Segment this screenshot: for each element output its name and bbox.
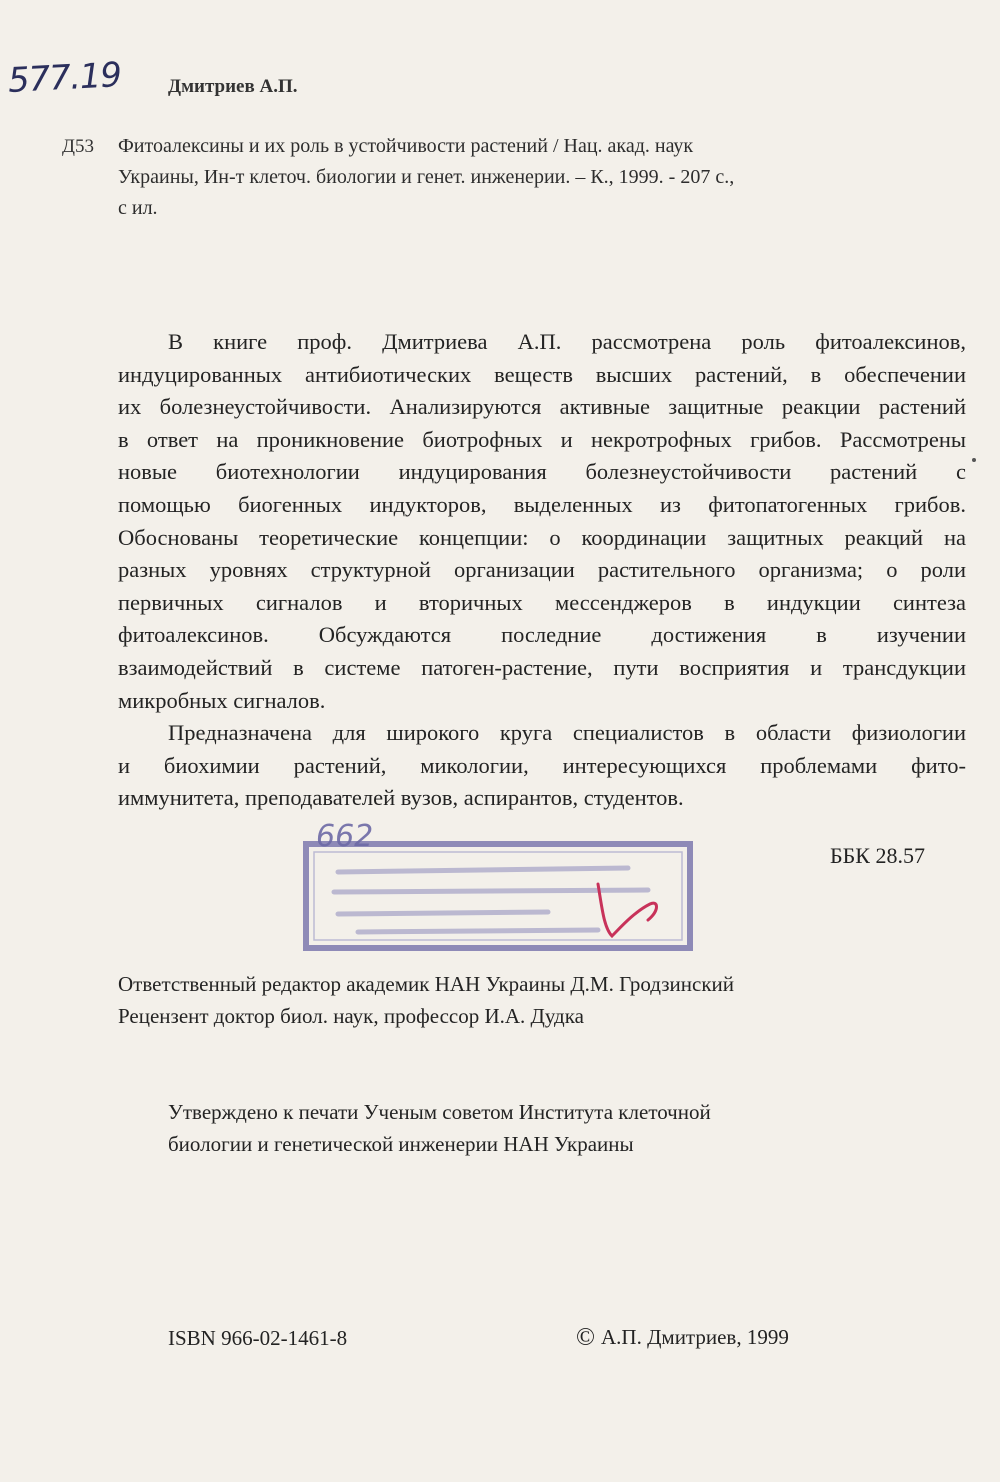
handwritten-shelfmark: 577.19 — [7, 55, 122, 101]
abstract-line: первичных сигналов и вторичных мессенджеров в индукции синтеза — [118, 589, 966, 615]
abstract-line: индуцированных антибиотических веществ высших растений, в обеспечении — [118, 361, 966, 387]
biblio-line: с ил. — [118, 197, 158, 219]
approval-note — [168, 1096, 928, 1160]
udc-code: Д53 — [62, 136, 94, 157]
library-stamp — [298, 820, 698, 954]
biblio-line: Украины, Ин-т клеточ. биологии и генет. инженерии. – К., 1999. - 207 с., — [118, 166, 735, 188]
ink-speck — [972, 458, 976, 462]
approval-line: Утверждено к печати Ученым советом Института клеточной — [168, 1100, 711, 1124]
abstract-line: и биохимии растений, микологии, интересующихся проблемами фито- — [118, 752, 966, 778]
copyright-symbol: © — [576, 1324, 595, 1351]
abstract-line: взаимодействий в системе патоген-растение, пути восприятия и трансдукции — [118, 654, 966, 680]
author-heading: Дмитриев А.П. — [168, 76, 298, 97]
abstract-line: помощью биогенных индукторов, выделенных из фитопатогенных грибов. — [118, 491, 966, 517]
abstract-line: разных уровнях структурной организации растительного организма; о роли — [118, 557, 966, 583]
copyright-notice — [576, 1324, 789, 1352]
abstract-line: фитоалексинов. Обсуждаются последние достижения в изучении — [118, 622, 966, 648]
abstract-line: Обоснованы теоретические концепции: о координации защитных реакций на — [118, 524, 966, 550]
isbn: ISBN 966-02-1461-8 — [168, 1326, 348, 1350]
biblio-line: Фитоалексины и их роль в устойчивости растений / Нац. акад. наук — [118, 135, 694, 157]
abstract-line: их болезнеустойчивости. Анализируются активные защитные реакции растений — [118, 394, 966, 420]
abstract-line: Предназначена для широкого круга специалистов в области физиологии — [168, 720, 966, 746]
reviewer-line: Рецензент доктор биол. наук, профессор И.А. Дудка — [118, 1004, 584, 1028]
copyright-text: А.П. Дмитриев, 1999 — [601, 1325, 789, 1349]
abstract — [118, 326, 966, 815]
bibliographic-description — [118, 131, 918, 224]
abstract-line: микробных сигналов. — [118, 687, 326, 713]
abstract-line: иммунитета, преподавателей вузов, аспирантов, студентов. — [118, 785, 684, 811]
abstract-line: новые биотехнологии индуцирования болезнеустойчивости растений с — [118, 459, 966, 485]
abstract-line: в ответ на проникновение биотрофных и некротрофных грибов. Рассмотрены — [118, 426, 966, 452]
approval-line: биологии и генетической инженерии НАН Украины — [168, 1132, 634, 1156]
stamp-handwritten-number: 662 — [316, 820, 374, 854]
editor-line: Ответственный редактор академик НАН Украины Д.М. Гродзинский — [118, 972, 735, 996]
credits — [118, 968, 918, 1032]
bbk-code: ББК 28.57 — [830, 843, 925, 868]
abstract-line: В книге проф. Дмитриева А.П. рассмотрена роль фитоалексинов, — [168, 329, 966, 354]
